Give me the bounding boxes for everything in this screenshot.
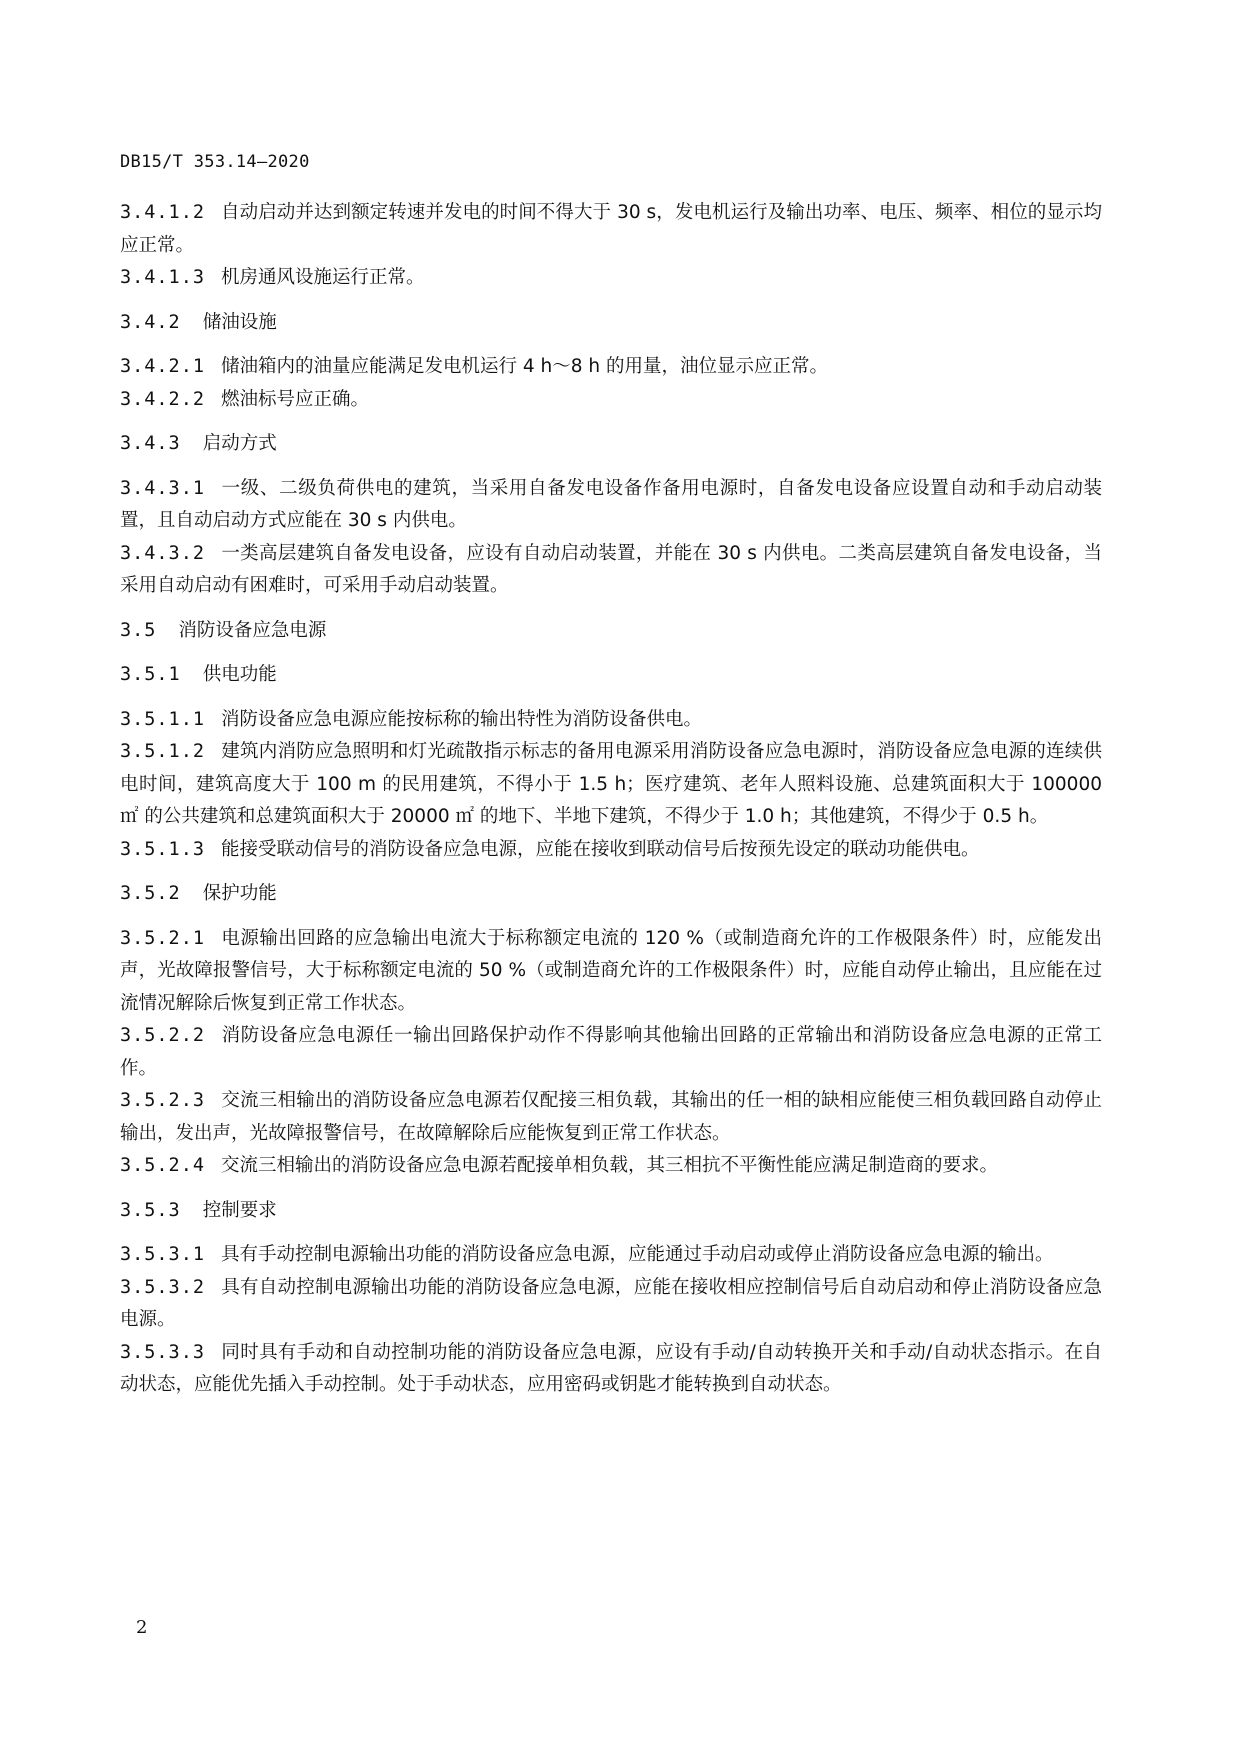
heading-text: 储油设施	[202, 311, 277, 333]
document-code-header: DB15/T 353.14—2020	[120, 152, 310, 172]
clause-text: 消防设备应急电源任一输出回路保护动作不得影响其他输出回路的正常输出和消防设备应急电源的正常工作。	[120, 1025, 1102, 1079]
clause-number: 3.5.2.1	[120, 927, 205, 949]
clause-number: 3.5.1.3	[120, 838, 205, 860]
clause-paragraph	[120, 197, 1102, 262]
clause-number: 3.4.3.1	[120, 477, 205, 499]
clause-paragraph	[120, 538, 1102, 603]
clause-paragraph	[120, 1239, 1102, 1272]
clause-paragraph	[120, 736, 1102, 834]
clause-text: 一级、二级负荷供电的建筑，当采用自备发电设备作备用电源时，自备发电设备应设置自动和手动启动装置，且自动启动方式应能在 30 s 内供电。	[120, 477, 1102, 531]
clause-paragraph	[120, 1337, 1102, 1402]
clause-text: 具有手动控制电源输出功能的消防设备应急电源，应能通过手动启动或停止消防设备应急电源的输出。	[220, 1244, 1054, 1265]
clause-paragraph	[120, 351, 1102, 384]
clause-text: 燃油标号应正确。	[220, 388, 369, 410]
clause-text: 一类高层建筑自备发电设备，应设有自动启动装置，并能在 30 s 内供电。二类高层建筑自备发电设备，当采用自动启动有困难时，可采用手动启动装置。	[120, 542, 1102, 596]
clause-number: 3.5.2.4	[120, 1155, 205, 1176]
clause-number: 3.5.1	[120, 664, 181, 685]
clause-paragraph	[120, 1085, 1102, 1150]
clause-number: 3.5	[120, 619, 157, 641]
clause-paragraph	[120, 473, 1102, 538]
clause-text: 建筑内消防应急照明和灯光疏散指示标志的备用电源采用消防设备应急电源时，消防设备应急电源的连续供电时间，建筑高度大于 100 m 的民用建筑，不得小于 1.5 h；医疗建筑、老年人照料设施、总建筑面积大于 100000 ㎡ 的公共建筑和总建筑面积大于 20000 ㎡ 的地下、半地下建筑，不得少于 1.0 h；其他建筑，不得少于 0.5 h。	[120, 741, 1102, 827]
section-heading	[120, 428, 1102, 461]
clause-paragraph	[120, 1272, 1102, 1337]
clause-text: 机房通风设施运行正常。	[220, 267, 425, 288]
clause-paragraph	[120, 262, 1102, 295]
section-heading	[120, 878, 1102, 911]
clause-number: 3.5.3.2	[120, 1276, 205, 1298]
clause-text: 电源输出回路的应急输出电流大于标称额定电流的 120 %（或制造商允许的工作极限条件）时，应能发出声，光故障报警信号，大于标称额定电流的 50 %（或制造商允许的工作极限条件）时，应能自动停止输出，且应能在过流情况解除后恢复到正常工作状态。	[120, 927, 1102, 1014]
document-body	[120, 197, 1102, 1402]
clause-number: 3.5.2	[120, 883, 181, 904]
clause-text: 储油箱内的油量应能满足发电机运行 4 h～8 h 的用量，油位显示应正常。	[220, 356, 828, 377]
clause-text: 交流三相输出的消防设备应急电源若配接单相负载，其三相抗不平衡性能应满足制造商的要求。	[220, 1155, 998, 1176]
section-heading	[120, 659, 1102, 692]
clause-paragraph	[120, 923, 1102, 1021]
clause-number: 3.5.3	[120, 1199, 181, 1221]
clause-text: 能接受联动信号的消防设备应急电源，应能在接收到联动信号后按预先设定的联动功能供电。	[220, 838, 980, 860]
clause-text: 同时具有手动和自动控制功能的消防设备应急电源，应设有手动/自动转换开关和手动/自动状态指示。在自动状态，应能优先插入手动控制。处于手动状态，应用密码或钥匙才能转换到自动状态。	[120, 1341, 1102, 1395]
clause-paragraph	[120, 1150, 1102, 1183]
heading-text: 保护功能	[202, 883, 277, 904]
section-heading	[120, 307, 1102, 340]
clause-paragraph	[120, 834, 1102, 867]
clause-number: 3.5.3.3	[120, 1341, 205, 1363]
heading-text: 消防设备应急电源	[178, 619, 327, 641]
clause-number: 3.5.1.1	[120, 708, 205, 730]
heading-text: 启动方式	[202, 433, 277, 454]
clause-number: 3.4.2.2	[120, 388, 205, 410]
clause-number: 3.4.1.2	[120, 202, 205, 223]
page-number: 2	[136, 1617, 148, 1638]
clause-paragraph	[120, 384, 1102, 417]
clause-number: 3.5.2.3	[120, 1090, 205, 1111]
clause-number: 3.5.3.1	[120, 1244, 205, 1265]
section-heading	[120, 1195, 1102, 1228]
clause-number: 3.4.1.3	[120, 267, 205, 288]
clause-paragraph	[120, 704, 1102, 737]
heading-text: 供电功能	[202, 664, 277, 685]
clause-text: 具有自动控制电源输出功能的消防设备应急电源，应能在接收相应控制信号后自动启动和停止消防设备应急电源。	[120, 1276, 1102, 1330]
clause-number: 3.4.3	[120, 433, 181, 454]
section-heading	[120, 615, 1102, 648]
clause-text: 交流三相输出的消防设备应急电源若仅配接三相负载，其输出的任一相的缺相应能使三相负载回路自动停止输出，发出声，光故障报警信号，在故障解除后应能恢复到正常工作状态。	[120, 1090, 1102, 1144]
clause-number: 3.5.2.2	[120, 1025, 205, 1046]
clause-number: 3.4.3.2	[120, 542, 205, 564]
clause-paragraph	[120, 1020, 1102, 1085]
clause-text: 自动启动并达到额定转速并发电的时间不得大于 30 s，发电机运行及输出功率、电压、频率、相位的显示均应正常。	[120, 202, 1102, 256]
heading-text: 控制要求	[202, 1199, 277, 1221]
clause-number: 3.5.1.2	[120, 741, 205, 762]
clause-text: 消防设备应急电源应能按标称的输出特性为消防设备供电。	[220, 708, 702, 730]
clause-number: 3.4.2	[120, 311, 181, 333]
clause-number: 3.4.2.1	[120, 356, 205, 377]
